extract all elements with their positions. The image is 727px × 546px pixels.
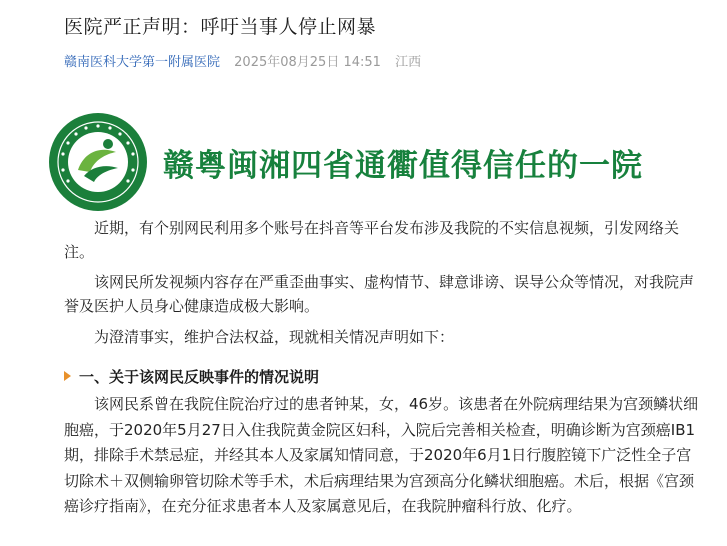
paragraph-4: 该网民系曾在我院住院治疗过的患者钟某，女，46岁。该患者在外院病理结果为宫颈鳞状细胞癌，于2020年5月27日入住我院黄金院区妇科，入院后完善相关检查，明确诊断为宫颈癌IB1期，排除手术禁忌症，并经其本人及家属知情同意，于2020年6月1日行腹腔镜下广泛性全子宫切除术＋双侧输卵管切除术等手术，术后病理结果为宫颈高分化鳞状细胞癌。术后，根据《宫颈癌诊疗指南》，在充分征求患者本人及家属意见后，在我院肿瘤科行放、化疗。	[64, 395, 699, 515]
paragraph-2: 该网民所发视频内容存在严重歪曲事实、虚构情节、肆意诽谤、误导公众等情况，对我院声誉及医护人员身心健康造成极大影响。	[64, 273, 695, 315]
publish-time: 2025年08月25日 14:51	[234, 55, 381, 70]
article-meta	[64, 51, 421, 70]
banner-slogan: 赣粤闽湘四省通衢值得信任的一院	[163, 148, 643, 184]
section-heading: 一、关于该网民反映事件的情况说明	[64, 366, 319, 387]
region-label: 江西	[395, 55, 422, 70]
triangle-arrow-icon	[64, 371, 71, 381]
hospital-banner	[48, 112, 678, 212]
article-title: 医院严正声明：呼吁当事人停止网暴	[64, 16, 377, 38]
source-link[interactable]: 赣南医科大学第一附属医院	[64, 55, 221, 70]
paragraph-3: 为澄清事实，维护合法权益，现就相关情况声明如下：	[94, 328, 455, 346]
paragraph-1: 近期，有个别网民利用多个账号在抖音等平台发布涉及我院的不实信息视频，引发网络关注。	[64, 219, 680, 261]
hospital-logo-icon	[48, 112, 148, 212]
